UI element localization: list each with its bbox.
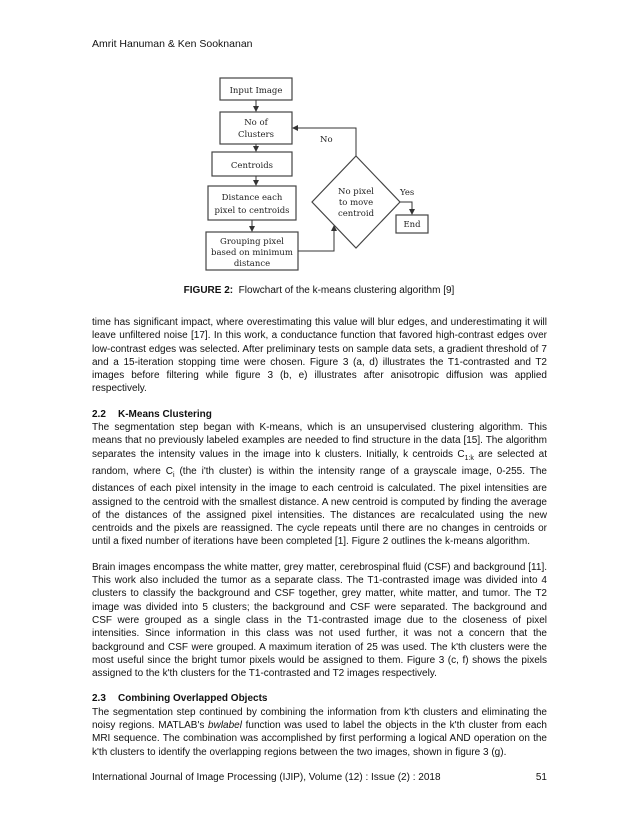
page-number: 51 xyxy=(535,772,547,783)
subscript-1k: 1:k xyxy=(464,454,474,462)
node-distance-label-2: pixel to centroids xyxy=(214,206,290,216)
paragraph-2-part-c: (the i'th cluster) is within the intensity range of a grayscale image, 0-255. The distances of each pixel intensity in the image to each centroid is calculated. The pixel intensities are assigned to the centroid with the smallest distance. A new centroid is computed by finding the average of the distances of the assigned pixel intensities. The distances are recalculated using the new centroids and the pixels are reassigned. The cycle repeats until there are no changes in centroids or until a fixed number of iterations have been completed [1]. Figure 2 outlines the k-means algorithm. xyxy=(92,465,547,548)
figure-caption-label: FIGURE 2: xyxy=(183,285,234,296)
node-decision-label-3: centroid xyxy=(337,209,375,219)
paragraph-2-part-b: are selected at random, where C xyxy=(92,448,547,477)
edge-label-no: No xyxy=(320,135,333,145)
body-text xyxy=(92,316,547,771)
node-grouping-label-1: Grouping pixel xyxy=(220,237,284,247)
section-heading-2-2 xyxy=(92,408,547,421)
paragraph-4-part-a: The segmentation step continued by combining the information from k'th clusters and eliminating the noisy regions. MATLAB's xyxy=(92,706,547,732)
node-clusters-label-1: No of xyxy=(244,118,268,128)
node-end-label: End xyxy=(403,220,421,230)
node-distance-label-1: Distance each xyxy=(221,193,283,203)
section-heading-2-3 xyxy=(92,692,547,705)
node-decision-label-1: No pixel xyxy=(338,187,374,197)
node-clusters-label-2: Clusters xyxy=(238,130,274,140)
figure-caption xyxy=(0,285,638,296)
running-header: Amrit Hanuman & Ken Sooknanan xyxy=(92,38,253,50)
figure-caption-text: Flowchart of the k-means clustering algorithm [9] xyxy=(238,285,455,296)
paragraph-2 xyxy=(92,421,547,549)
paragraph-4 xyxy=(92,706,547,759)
edge-label-yes: Yes xyxy=(400,188,415,198)
section-title: Combining Overlapped Objects xyxy=(118,693,268,705)
paragraph-2-part-a: The segmentation step began with K-means, which is an unsupervised clustering algorithm. This means that no previously labeled examples are needed to find structure in the data [15]. The algorithm separates the intensity values in the image into k clusters. Initially, k centroids C xyxy=(92,422,547,460)
node-decision-label-2: to move xyxy=(338,198,374,208)
subscript-i: i xyxy=(172,471,175,479)
function-name: bwlabel xyxy=(208,720,242,732)
section-number: 2.3 xyxy=(92,693,106,705)
page-footer xyxy=(92,772,547,783)
kmeans-flowchart xyxy=(200,74,440,274)
journal-citation: International Journal of Image Processing (IJIP), Volume (12) : Issue (2) : 2018 xyxy=(92,772,441,783)
section-title: K-Means Clustering xyxy=(118,408,212,420)
node-grouping-label-3: distance xyxy=(233,259,271,269)
node-grouping-label-2: based on minimum xyxy=(211,248,293,258)
node-input-label: Input Image xyxy=(229,86,283,96)
section-number: 2.2 xyxy=(92,408,106,420)
paragraph-4-part-b: function was used to label the objects in the k'th cluster from each MRI sequence. The combination was accomplished by first performing a logical AND operation on the k'th clusters to identify the overlapping regions between the two images, shown in figure 3 (g). xyxy=(92,720,547,758)
paragraph-3: Brain images encompass the white matter, grey matter, cerebrospinal fluid (CSF) and background [11]. This work also included the tumor as a separate class. The T1-contrasted image was divided into 4 clusters to classify the background and CSF together, grey matter, white matter, and tumor. The T2 image was divided into 5 clusters; the background and CSF were separated. The background and CSF were grouped as a single class in the T1-contrasted image due to the closeness of pixel intensities. Since information in this class was not used further, it was not a concern that the background and CSF were grouped. A maximum iteration of 25 was used. The k'th clusters were the most useful since the bright tumor pixels would be assigned to them. Figure 3 (c, f) shows the pixels assigned to the k'th clusters for the T1-contrasted and T2 images respectively. xyxy=(92,561,547,680)
node-centroids-label: Centroids xyxy=(230,161,274,171)
paragraph-1: time has significant impact, where overestimating this value will blur edges, and underestimating it will leave unfiltered noise [17]. In this work, a conductance function that favored high-contrast edges over low-contrast edges was selected. After preliminary tests on sample data sets, a gradient threshold of 7 and a 15-iteration stopping time were chosen. Figure 3 (a, d) illustrates the T1-contrasted and T2 images before filtering while figure 3 (b, e) illustrates after anisotropic diffusion was applied respectively. xyxy=(92,317,547,395)
